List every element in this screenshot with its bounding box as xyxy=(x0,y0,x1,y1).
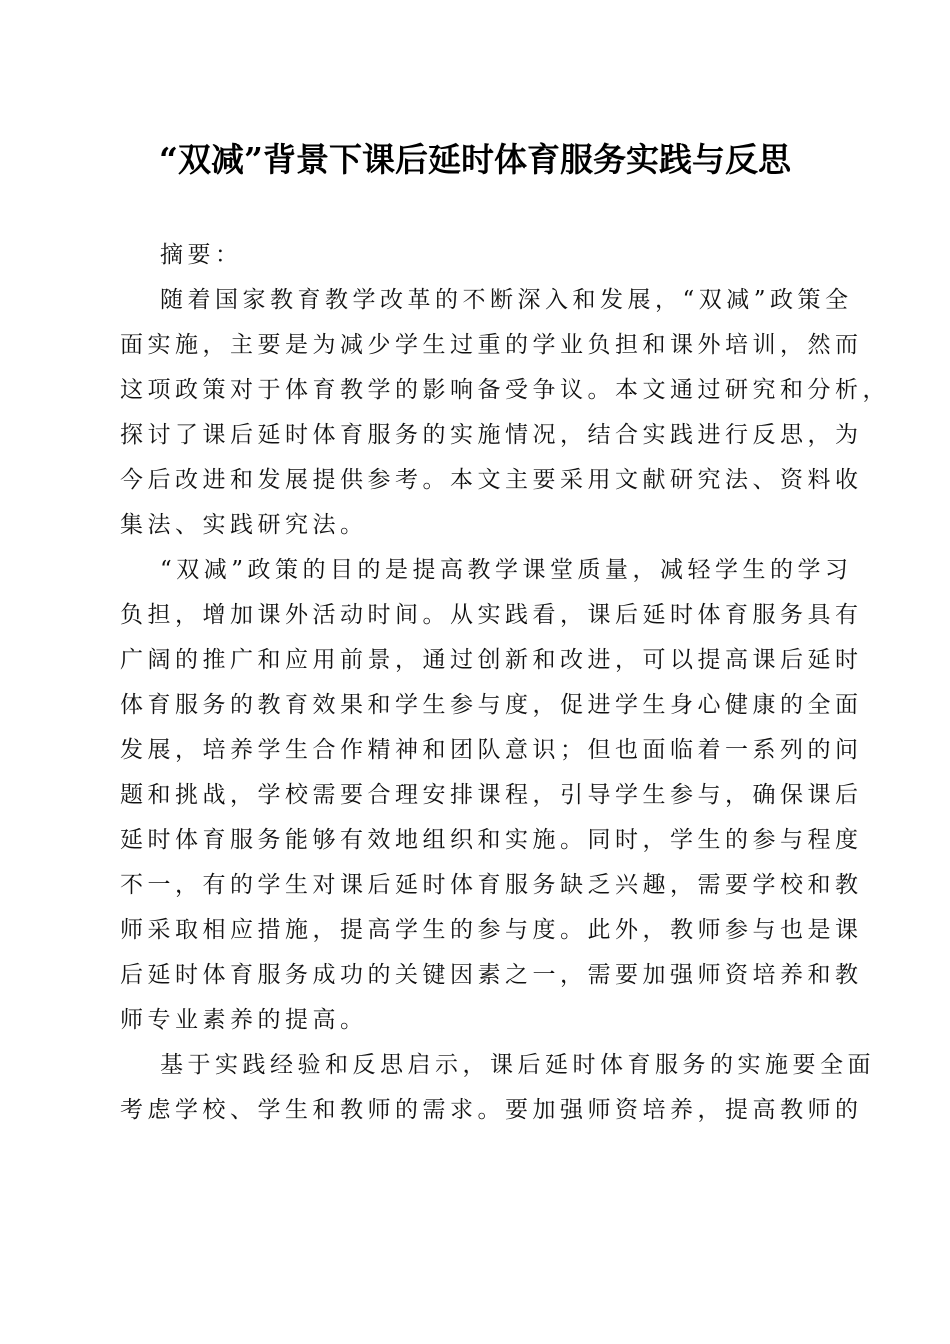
paragraph-2-line-1: “双减”政策的目的是提高教学课堂质量，减轻学生的学习 xyxy=(160,557,853,583)
abstract-label: 摘要： xyxy=(160,242,243,268)
paragraph-3-line-1: 基于实践经验和反思启示，课后延时体育服务的实施要全面 xyxy=(160,1052,875,1078)
paragraph-2-line-3: 广阔的推广和应用前景，通过创新和改进，可以提高课后延时 xyxy=(120,647,863,673)
paragraph-2-line-11: 师专业素养的提高。 xyxy=(120,1007,368,1033)
paragraph-2-line-6: 题和挑战，学校需要合理安排课程，引导学生参与，确保课后 xyxy=(120,782,863,808)
paragraph-2-line-2: 负担，增加课外活动时间。从实践看，课后延时体育服务具有 xyxy=(120,602,863,628)
paragraph-1-line-4: 探讨了课后延时体育服务的实施情况，结合实践进行反思，为 xyxy=(120,422,863,448)
paragraph-2-line-7: 延时体育服务能够有效地组织和实施。同时，学生的参与程度 xyxy=(120,827,863,853)
paragraph-1-line-6: 集法、实践研究法。 xyxy=(120,512,368,538)
document-title: “双减”背景下课后延时体育服务实践与反思 xyxy=(159,140,791,179)
paragraph-1-line-3: 这项政策对于体育教学的影响备受争议。本文通过研究和分析， xyxy=(120,377,890,403)
paragraph-2-line-8: 不一，有的学生对课后延时体育服务缺乏兴趣，需要学校和教 xyxy=(120,872,863,898)
paragraph-1-line-2: 面实施，主要是为减少学生过重的学业负担和课外培训，然而 xyxy=(120,332,863,358)
paragraph-2-line-9: 师采取相应措施，提高学生的参与度。此外，教师参与也是课 xyxy=(120,917,863,943)
paragraph-2-line-4: 体育服务的教育效果和学生参与度，促进学生身心健康的全面 xyxy=(120,692,863,718)
paragraph-2-line-5: 发展，培养学生合作精神和团队意识；但也面临着一系列的问 xyxy=(120,737,863,763)
paragraph-1-line-5: 今后改进和发展提供参考。本文主要采用文献研究法、资料收 xyxy=(120,467,863,493)
document-body xyxy=(120,233,890,1133)
paragraph-3-line-2: 考虑学校、学生和教师的需求。要加强师资培养，提高教师的 xyxy=(120,1097,863,1123)
paragraph-1-line-1: 随着国家教育教学改革的不断深入和发展，“双减”政策全 xyxy=(160,287,853,313)
paragraph-2-line-10: 后延时体育服务成功的关键因素之一，需要加强师资培养和教 xyxy=(120,962,863,988)
